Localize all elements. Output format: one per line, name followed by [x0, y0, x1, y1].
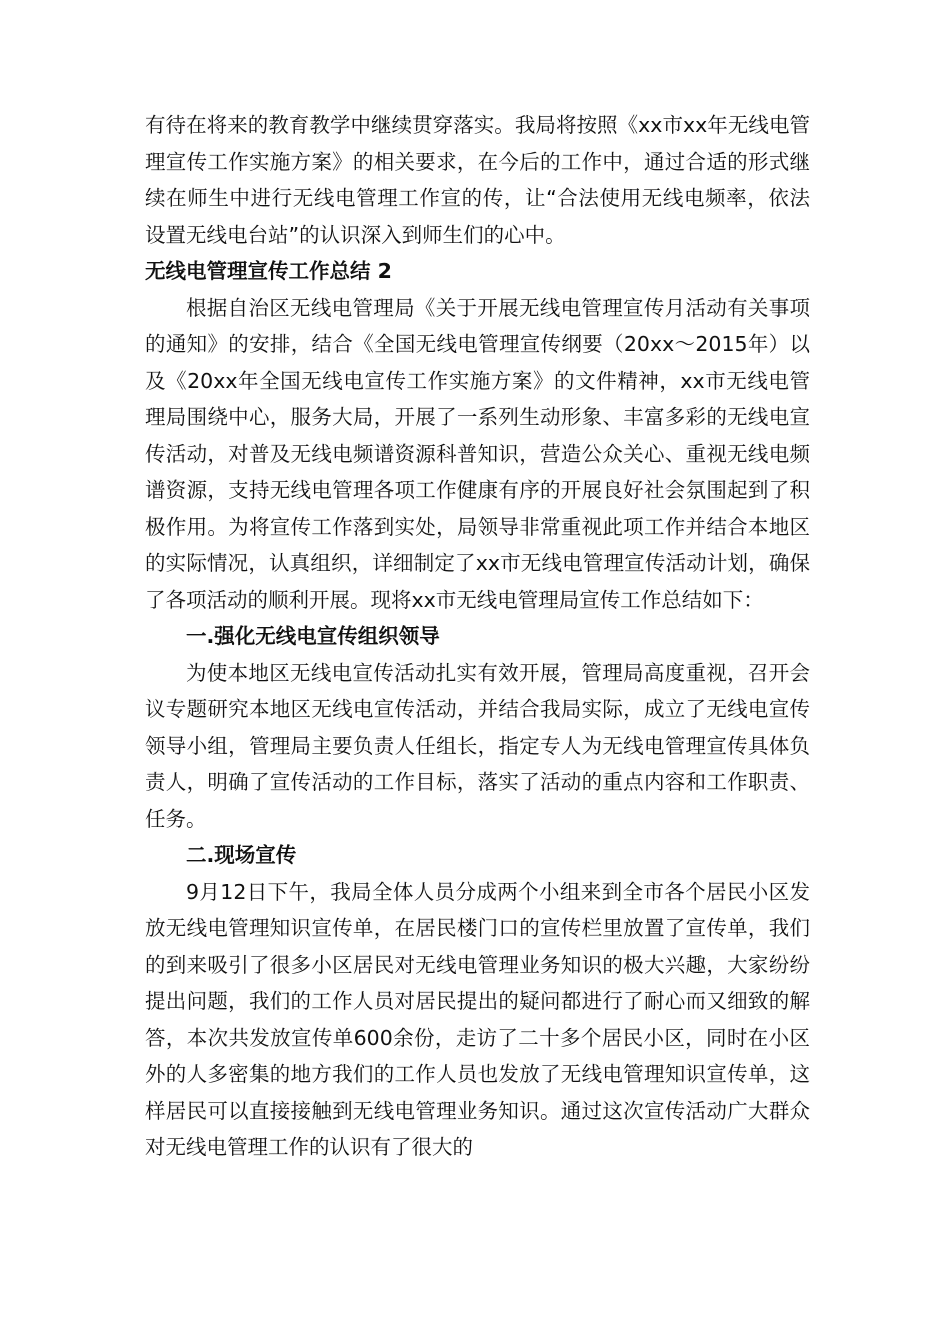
section-body-1: 为使本地区无线电宣传活动扎实有效开展，管理局高度重视，召开会议专题研究本地区无线电宣传活动，并结合我局实际，成立了无线电宣传领导小组，管理局主要负责人任组长，指定专人为无线电管理宣传具体负责人，明确了宣传活动的工作目标，落实了活动的重点内容和工作职责、任务。 — [145, 660, 810, 831]
intro-paragraph: 有待在将来的教育教学中继续贯穿落实。我局将按照《xx市xx年无线电管理宣传工作实施方案》的相关要求，在今后的工作中，通过合适的形式继续在师生中进行无线电管理工作宣的传，让“合法使用无线电频率，依法设置无线电台站”的认识深入到师生们的心中。 — [145, 113, 810, 247]
document-title: 无线电管理宣传工作总结 2 — [145, 259, 392, 283]
document-page — [145, 107, 810, 1166]
section-heading-1: 一.强化无线电宣传组织领导 — [186, 624, 440, 648]
section-heading-2: 二.现场宣传 — [186, 843, 297, 867]
body-paragraph-1: 根据自治区无线电管理局《关于开展无线电管理宣传月活动有关事项的通知》的安排，结合《全国无线电管理宣传纲要（20xx～2015年）以及《20xx年全国无线电宣传工作实施方案》的文件精神，xx市无线电管理局围绕中心，服务大局，开展了一系列生动形象、丰富多彩的无线电宣传活动，对普及无线电频谱资源科普知识，营造公众关心、重视无线电频谱资源，支持无线电管理各项工作健康有序的开展良好社会氛围起到了积极作用。为将宣传工作落到实处，局领导非常重视此项工作并结合本地区的实际情况，认真组织，详细制定了xx市无线电管理宣传活动计划，确保了各项活动的顺利开展。现将xx市无线电管理局宣传工作总结如下： — [145, 295, 810, 612]
section-body-2: 9月12日下午，我局全体人员分成两个小组来到全市各个居民小区发放无线电管理知识宣传单，在居民楼门口的宣传栏里放置了宣传单，我们的到来吸引了很多小区居民对无线电管理业务知识的极大兴趣，大家纷纷提出问题，我们的工作人员对居民提出的疑问都进行了耐心而又细致的解答，本次共发放宣传单600余份，走访了二十多个居民小区，同时在小区外的人多密集的地方我们的工作人员也发放了无线电管理知识宣传单，这样居民可以直接接触到无线电管理业务知识。通过这次宣传活动广大群众对无线电管理工作的认识有了很大的 — [145, 879, 810, 1159]
